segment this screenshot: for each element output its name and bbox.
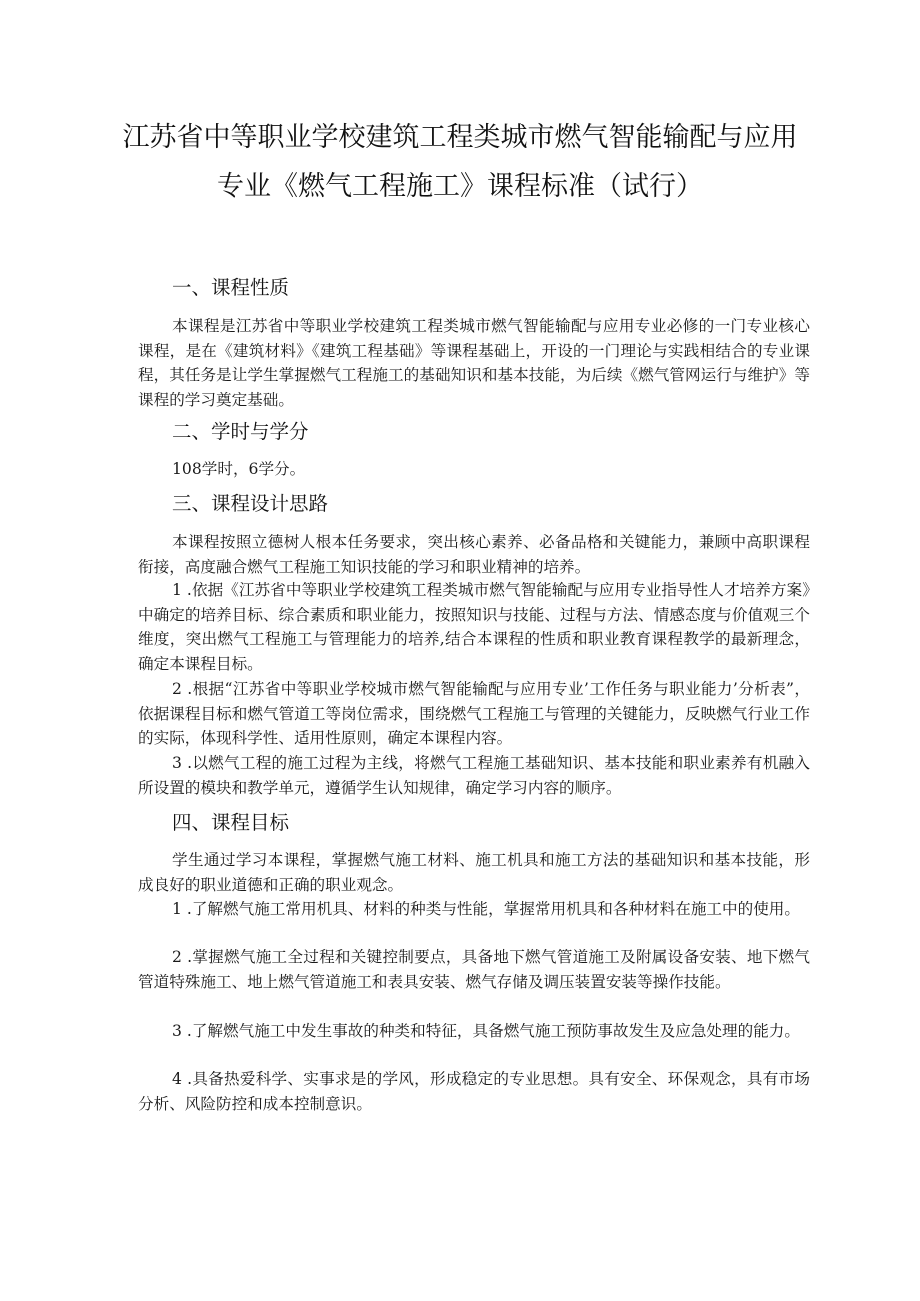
section-paragraph: 2 .根据“江苏省中等职业学校城市燃气智能输配与应用专业’工作任务与职业能力’分析表”，依据课程目标和燃气管道工等岗位需求，围绕燃气工程施工与管理的关键能力，反映燃气行业工作的实际，体现科学性、适用性原则，确定本课程内容。 [138, 680, 810, 748]
section-heading-design-ideas: 三、课程设计思路 [172, 492, 329, 515]
section-paragraph: 3 .了解燃气施工中发生事故的种类和特征，具备燃气施工预防事故发生及应急处理的能力。 [172, 1022, 800, 1040]
document-title-line-2: 专业《燃气工程施工》课程标准（试行） [217, 171, 703, 202]
section-paragraph: 学生通过学习本课程，掌握燃气施工材料、施工机具和施工方法的基础知识和基本技能，形成良好的职业道德和正确的职业观念。 [138, 851, 810, 894]
section-paragraph: 2 .掌握燃气施工全过程和关键控制要点，具备地下燃气管道施工及附属设备安装、地下燃气管道特殊施工、地上燃气管道施工和表具安装、燃气存储及调压装置安装等操作技能。 [138, 948, 810, 991]
section-heading-nature: 一、课程性质 [172, 276, 290, 299]
section-heading-hours-credits: 二、学时与学分 [172, 420, 309, 443]
section-paragraph: 108学时，6学分。 [172, 460, 306, 478]
section-paragraph: 1 .依据《江苏省中等职业学校建筑工程类城市燃气智能输配与应用专业指导性人才培养方案》中确定的培养目标、综合素质和职业能力，按照知识与技能、过程与方法、情感态度与价值观三个维度，突出燃气工程施工与管理能力的培养,结合本课程的性质和职业教育课程教学的最新理念，确定本课程目标。 [138, 581, 810, 673]
section-paragraph: 3 .以燃气工程的施工过程为主线，将燃气工程施工基础知识、基本技能和职业素养有机融入所设置的模块和教学单元，遵循学生认知规律，确定学习内容的顺序。 [138, 754, 810, 797]
section-paragraph: 本课程是江苏省中等职业学校建筑工程类城市燃气智能输配与应用专业必修的一门专业核心课程，是在《建筑材料》《建筑工程基础》等课程基础上，开设的一门理论与实践相结合的专业课程，其任务是让学生掌握燃气工程施工的基础知识和基本技能，为后续《燃气管网运行与维护》等课程的学习奠定基础。 [138, 317, 810, 409]
section-paragraph: 1 .了解燃气施工常用机具、材料的种类与性能，掌握常用机具和各种材料在施工中的使用。 [172, 900, 800, 918]
document-title-line-1: 江苏省中等职业学校建筑工程类城市燃气智能输配与应用 [122, 122, 798, 153]
section-paragraph: 本课程按照立德树人根本任务要求，突出核心素养、必备品格和关键能力，兼顾中高职课程衔接，高度融合燃气工程施工知识技能的学习和职业精神的培养。 [138, 533, 810, 576]
section-paragraph: 4 .具备热爱科学、实事求是的学风，形成稳定的专业思想。具有安全、环保观念，具有市场分析、风险防控和成本控制意识。 [138, 1070, 810, 1113]
section-heading-objectives: 四、课程目标 [172, 811, 290, 834]
